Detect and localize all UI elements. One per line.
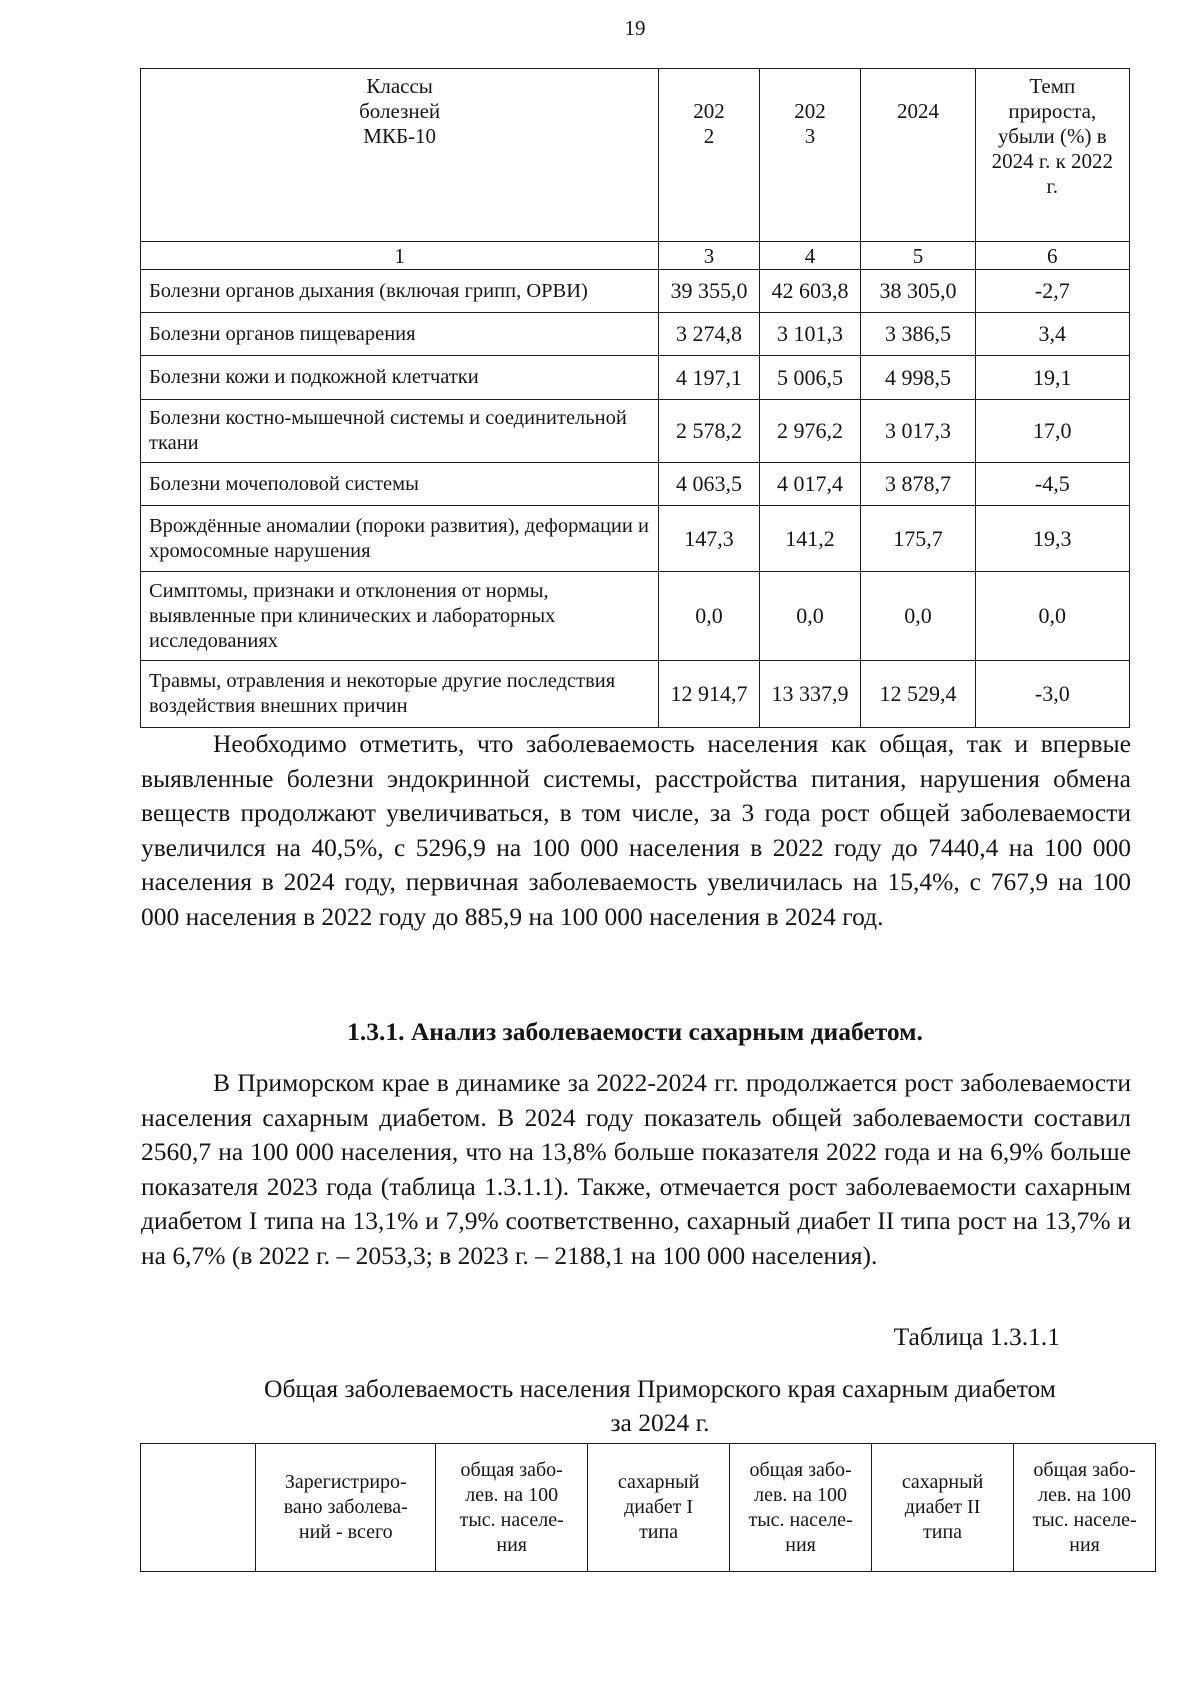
value-2024: 12 529,4 (861, 661, 975, 728)
value-2023: 4 017,4 (759, 463, 860, 506)
header-2022: 202 2 (659, 69, 759, 242)
value-2022: 12 914,7 (659, 661, 759, 728)
table-row (141, 356, 1130, 400)
header-rate-type1: общая забо- лев. на 100 тыс. населе- ния (730, 1444, 872, 1572)
page-number: 19 (624, 16, 646, 40)
table-header-row (141, 69, 1130, 242)
growth-rate: 3,4 (975, 313, 1129, 356)
value-2024: 3 017,3 (861, 400, 975, 463)
value-2022: 147,3 (659, 506, 759, 572)
table-caption (140, 1372, 1180, 1440)
value-2024: 175,7 (861, 506, 975, 572)
disease-name: Болезни органов пищеварения (141, 313, 659, 356)
growth-rate: 19,1 (975, 356, 1129, 400)
table-caption-line1: Общая заболеваемость населения Приморского края сахарным диабетом (264, 1374, 1056, 1403)
col-number: 1 (141, 242, 659, 270)
value-2023: 13 337,9 (759, 661, 860, 728)
growth-rate: 19,3 (975, 506, 1129, 572)
value-2023: 2 976,2 (759, 400, 860, 463)
value-2022: 4 063,5 (659, 463, 759, 506)
header-registered-total: Зарегистриро- вано заболева- ний - всего (256, 1444, 436, 1572)
col-number: 3 (659, 242, 759, 270)
value-2024: 3 386,5 (861, 313, 975, 356)
disease-name: Болезни костно-мышечной системы и соединительной ткани (141, 400, 659, 463)
value-2022: 2 578,2 (659, 400, 759, 463)
disease-name: Болезни кожи и подкожной клетчатки (141, 356, 659, 400)
header-diabetes-type1: сахарный диабет I типа (588, 1444, 730, 1572)
growth-rate: -3,0 (975, 661, 1129, 728)
table-caption-line2: за 2024 г. (610, 1408, 710, 1437)
table-row (141, 313, 1130, 356)
value-2024: 0,0 (861, 572, 975, 661)
value-2023: 141,2 (759, 506, 860, 572)
value-2024: 3 878,7 (861, 463, 975, 506)
header-disease-classes: Классы болезней МКБ-10 (141, 69, 659, 242)
disease-name: Травмы, отравления и некоторые другие последствия воздействия внешних причин (141, 661, 659, 728)
col-number: 4 (759, 242, 860, 270)
value-2022: 4 197,1 (659, 356, 759, 400)
growth-rate: -4,5 (975, 463, 1129, 506)
value-2022: 3 274,8 (659, 313, 759, 356)
table-row (141, 400, 1130, 463)
header-2024: 2024 (861, 69, 975, 242)
paragraph-diabetes: В Приморском крае в динамике за 2022-2024 гг. продолжается рост заболеваемости населения сахарным диабетом. В 2024 году показатель общей заболеваемости составил 2560,7 на 100 000 населения, что на 13,8% больше показателя 2022 года и на 6,9% больше показателя 2023 года (таблица 1.3.1.1). Также, отмечается рост заболеваемости сахарным диабетом I типа на 13,1% и 7,9% соответственно, сахарный диабет II типа рост на 13,7% и на 6,7% (в 2022 г. – 2053,3; в 2023 г. – 2188,1 на 100 000 населения). (141, 1068, 1131, 1270)
table-row (141, 661, 1130, 728)
col-number: 6 (975, 242, 1129, 270)
value-2022: 39 355,0 (659, 270, 759, 313)
header-2023: 202 3 (759, 69, 860, 242)
table-row (141, 506, 1130, 572)
value-2023: 42 603,8 (759, 270, 860, 313)
header-rate-type2: общая забо- лев. на 100 тыс. населе- ния (1014, 1444, 1156, 1572)
disease-name: Симптомы, признаки и отклонения от нормы, выявленные при клинических и лабораторных исследованиях (141, 572, 659, 661)
disease-classes-table (140, 68, 1130, 728)
table-row (141, 463, 1130, 506)
growth-rate: 0,0 (975, 572, 1129, 661)
disease-name: Болезни мочеполовой системы (141, 463, 659, 506)
table-row (141, 572, 1130, 661)
header-empty (141, 1444, 256, 1572)
table-label: Таблица 1.3.1.1 (893, 1322, 1060, 1351)
diabetes-table (140, 1443, 1156, 1572)
value-2023: 0,0 (759, 572, 860, 661)
value-2023: 5 006,5 (759, 356, 860, 400)
header-growth-rate: Темп прироста, убыли (%) в 2024 г. к 2022 г. (975, 69, 1129, 242)
column-numbers-row (141, 242, 1130, 270)
growth-rate: 17,0 (975, 400, 1129, 463)
value-2024: 4 998,5 (861, 356, 975, 400)
table-row (141, 270, 1130, 313)
disease-name: Болезни органов дыхания (включая грипп, ОРВИ) (141, 270, 659, 313)
table-header-row (141, 1444, 1156, 1572)
paragraph-endocrine-diseases: Необходимо отметить, что заболеваемость населения как общая, так и впервые выявленные болезни эндокринной системы, расстройства питания, нарушения обмена веществ продолжают увеличиваться, в том числе, за 3 года рост общей заболеваемости увеличился на 40,5%, с 5296,9 на 100 000 населения в 2022 году до 7440,4 на 100 000 населения в 2024 году, первичная заболеваемость увеличилась на 15,4%, с 767,9 на 100 000 населения в 2022 году до 885,9 на 100 000 населения в 2024 год. (141, 729, 1131, 931)
value-2022: 0,0 (659, 572, 759, 661)
section-heading: 1.3.1. Анализ заболеваемости сахарным диабетом. (347, 1017, 923, 1046)
header-diabetes-type2: сахарный диабет II типа (871, 1444, 1013, 1572)
growth-rate: -2,7 (975, 270, 1129, 313)
header-rate-total: общая забо- лев. на 100 тыс. населе- ния (436, 1444, 588, 1572)
col-number: 5 (861, 242, 975, 270)
value-2023: 3 101,3 (759, 313, 860, 356)
value-2024: 38 305,0 (861, 270, 975, 313)
disease-name: Врождённые аномалии (пороки развития), деформации и хромосомные нарушения (141, 506, 659, 572)
